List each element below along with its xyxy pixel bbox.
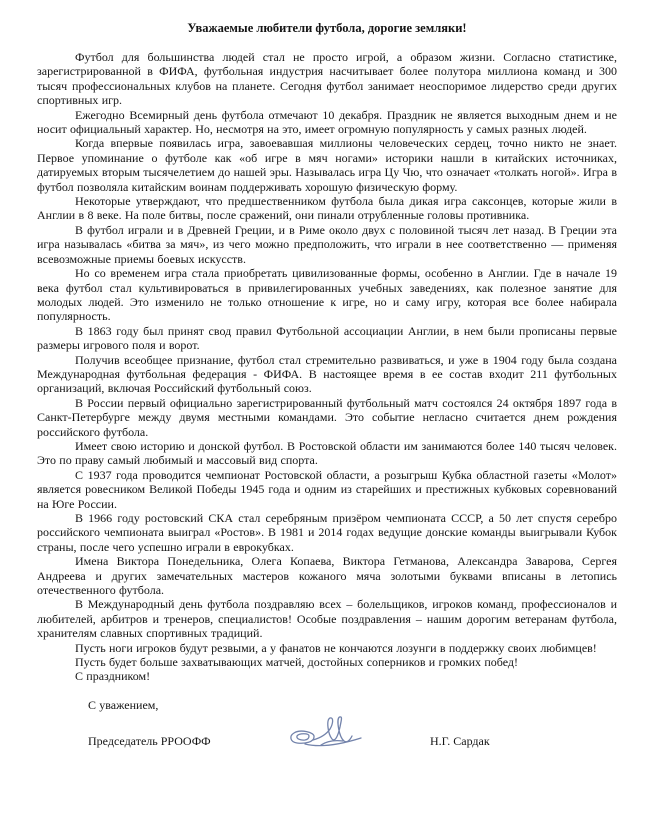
letter-paragraph-15: Пусть ноги игроков будут резвыми, а у фанатов не кончаются лозунги в поддержку своих любимцев! xyxy=(75,640,597,655)
letter-paragraph-13: Имена Виктора Понедельника, Олега Копаева, Виктора Гетманова, Александра Заварова, Сергея Андреева и других замечательных мастеров кожаного мяча золотыми буквами вписаны в летопись отечественного футбола. xyxy=(37,554,617,598)
closing-salutation: С уважением, xyxy=(88,697,159,712)
letter-paragraph-6: Но со временем игра стала приобретать цивилизованные формы, особенно в Англии. Где в начале 19 века футбол стал культивироваться в привилегированных учебных заведениях, как полезное занятие для молодых людей. Это изменило не только отношение к игре, но и саму игру, которая все более набирала популярность. xyxy=(37,266,617,324)
letter-paragraph-12: В 1966 году ростовский СКА стал серебряным призёром чемпионата СССР, а 50 лет спустя серебро российского чемпионата выиграл «Ростов». В 1981 и 2014 годах ведущие донские команды выигрывали Кубок страны, после чего успешно играли в еврокубках. xyxy=(37,511,617,554)
letter-title: Уважаемые любители футбола, дорогие земляки! xyxy=(187,21,467,35)
letter-paragraph-17: С праздником! xyxy=(75,669,151,684)
letter-paragraph-1: Футбол для большинства людей стал не просто игрой, а образом жизни. Согласно статистике, зарегистрированной в ФИФА, футбольная индустрия насчитывает более полутора миллиона команд и 300 тысяч профессиональных клубов на планете. Сегодня футбол занимает неоспоримое лидерство среди других спортивных игр. xyxy=(37,50,617,108)
signatory-position: Председатель РРООФФ xyxy=(88,734,211,749)
signatory-name: Н.Г. Сардак xyxy=(430,734,490,749)
letter-paragraph-3: Когда впервые появилась игра, завоевавшая миллионы человеческих сердец, точно никто не знает. Первое упоминание о футболе как «об игре в мяч ногами» историки нашли в китайских источниках, датируемых вторым тысячелетием до нашей эры. Называлась игра Цу Чю, что означает «толкать ногой». Игра в футбол позволяла китайским воинам поддерживать хорошую физическую форму. xyxy=(37,136,617,194)
letter-paragraph-4: Некоторые утверждают, что предшественником футбола была дикая игра саксонцев, которые жили в Англии в 8 веке. На поле битвы, после сражений, они пинали отрубленные головы противника. xyxy=(37,194,617,223)
letter-paragraph-2: Ежегодно Всемирный день футбола отмечают 10 декабря. Праздник не является выходным днем и не носит официальный характер. Но, несмотря на это, имеет огромную популярность у самых разных людей. xyxy=(37,107,617,137)
letter-paragraph-10: Имеет свою историю и донской футбол. В Ростовской области им занимаются более 140 тысяч человек. Это по праву самый любимый и массовый вид спорта. xyxy=(37,438,617,468)
letter-paragraph-16: Пусть будет больше захватывающих матчей, достойных соперников и громких побед! xyxy=(75,655,518,670)
letter-paragraph-5: В футбол играли и в Древней Греции, и в Риме около двух с половиной тысяч лет назад. В Греции эта игра называлась «битва за мяч», из чего можно предположить, что играли в нее соответственно — применяя всевозможные приемы боевых искусств. xyxy=(37,222,617,266)
signature-block xyxy=(37,721,617,773)
letter-paragraph-7: В 1863 году был принят свод правил Футбольной ассоциации Англии, в нем были прописаны первые размеры игрового поля и ворот. xyxy=(37,323,617,353)
letter-paragraph-8: Получив всеобщее признание, футбол стал стремительно развиваться, и уже в 1904 году была создана Международная футбольная федерация - ФИФА. В настоящее время в ее состав входит 211 футбольных организаций, включая Российский футбольный союз. xyxy=(37,352,617,396)
handwritten-signature-icon xyxy=(287,714,367,756)
letter-paragraph-9: В России первый официально зарегистрированный футбольный матч состоялся 24 октября 1897 года в Санкт-Петербурге между двумя местными командами. Это событие негласно считается днем рождения российского футбола. xyxy=(37,395,617,439)
letter-paragraph-14: В Международный день футбола поздравляю всех – болельщиков, игроков команд, профессионалов и любителей, арбитров и тренеров, специалистов! Особые поздравления – нашим дорогим ветеранам футбола, хранителям славных спортивных традиций. xyxy=(37,597,617,641)
letter-paragraph-11: С 1937 года проводится чемпионат Ростовской области, а розыгрыш Кубка областной газеты «Молот» является ровесником Великой Победы 1945 года и одним из старейших и престижных кубковых соревнований на Юге России. xyxy=(37,467,617,511)
